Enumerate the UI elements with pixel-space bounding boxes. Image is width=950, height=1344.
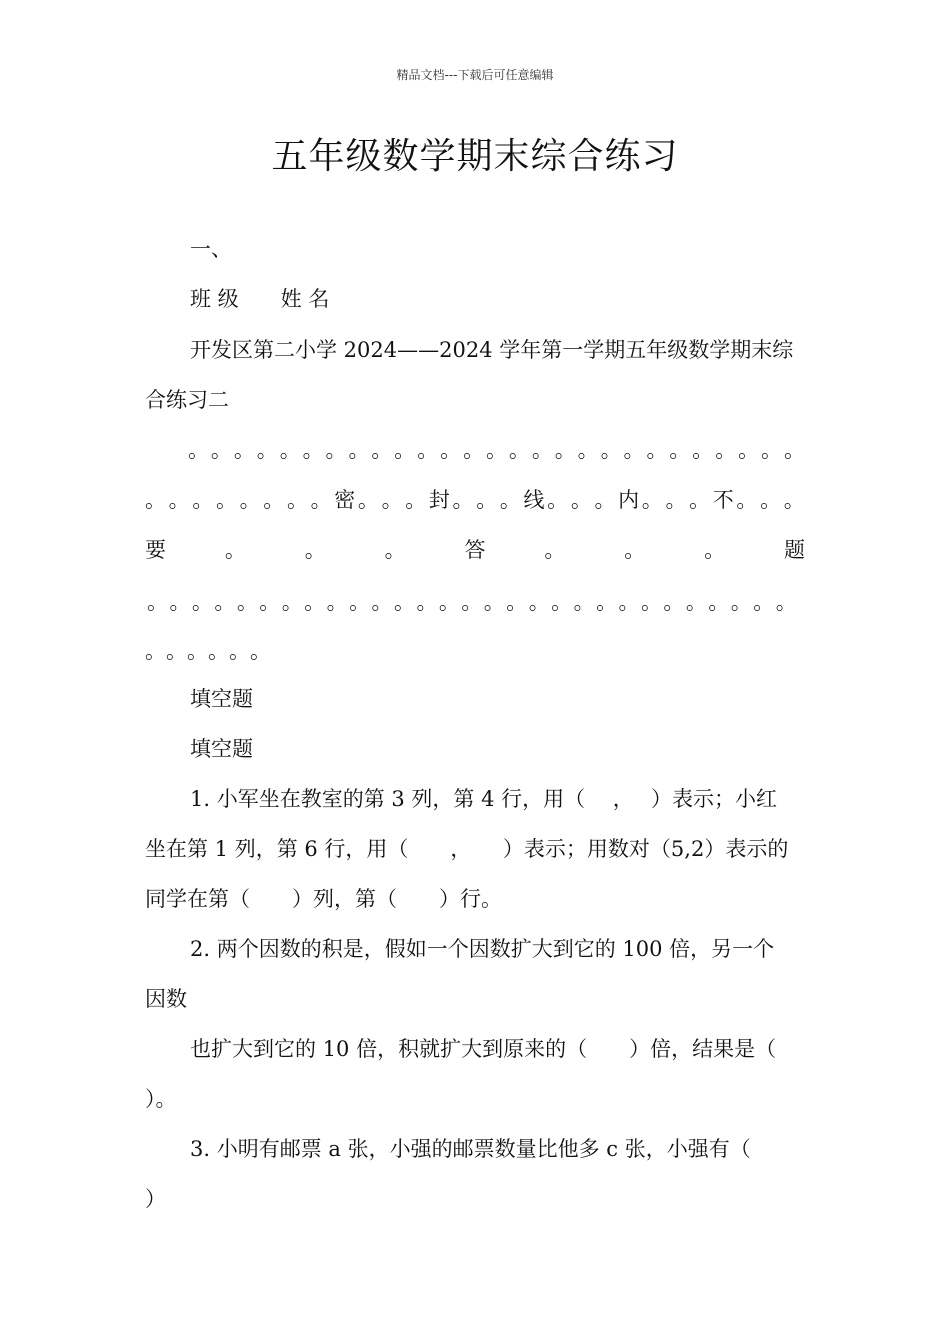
seal-char: 。 [544,538,566,562]
seal-char: 。 [214,590,236,614]
seal-char: 不 [712,488,734,512]
section-number: 一、 [190,237,232,261]
seal-char: 。 [594,488,616,512]
seal-char: 。 [145,639,166,663]
seal-char: 。 [476,488,498,512]
seal-char: 。 [302,438,324,462]
seal-char: 。 [215,488,237,512]
seal-char: 。 [485,438,507,462]
seal-char: 。 [281,590,303,614]
document-title: 五年级数学期末综合练习 [271,136,679,177]
seal-char: 。 [381,488,403,512]
seal-char: 。 [600,438,622,462]
seal-char: 。 [646,438,668,462]
seal-char: 。 [783,488,805,512]
seal-char: 。 [577,438,599,462]
seal-char: 。 [256,438,278,462]
question-1-cont: 坐在第 1 列，第 6 行，用（ ， ）表示；用数对（5,2）表示的 [145,837,789,861]
seal-char: 。 [783,438,805,462]
seal-char: 。 [618,590,640,614]
seal-char: 。 [348,438,370,462]
seal-char: 。 [250,639,271,663]
seal-char: 。 [463,438,485,462]
seal-row-4 [147,587,797,617]
seal-char: 。 [233,438,255,462]
seal-char: 。 [405,488,427,512]
seal-char: 。 [384,538,406,562]
seal-char: 。 [554,438,576,462]
question-3-cont: ） [145,1187,166,1211]
seal-char: 。 [357,488,379,512]
seal-char: 。 [708,590,730,614]
seal-char: 。 [229,639,250,663]
seal-char: 。 [506,590,528,614]
seal-char: 。 [461,590,483,614]
seal-char: 。 [192,488,214,512]
seal-char: 。 [208,639,229,663]
seal-char: 。 [730,590,752,614]
seal-char: 题 [784,538,805,562]
seal-char: 。 [663,590,685,614]
section-heading: 填空题 [190,687,253,711]
seal-char: 。 [304,590,326,614]
seal-char: 。 [349,590,371,614]
question-2-cont-3: ）。 [145,1087,177,1111]
seal-char: 。 [325,438,347,462]
school-line-cont: 合练习二 [145,388,229,412]
school-line: 开发区第二小学 2024——2024 学年第一学期五年级数学期末综 [190,338,794,362]
seal-char: 。 [738,438,760,462]
seal-char: 。 [715,438,737,462]
seal-char: 。 [326,590,348,614]
seal-char: 。 [169,590,191,614]
seal-char: 。 [259,590,281,614]
seal-char: 。 [145,488,166,512]
seal-char: 。 [440,438,462,462]
seal-char: 。 [665,488,687,512]
seal-row-1 [188,435,805,465]
seal-char: 。 [371,590,393,614]
seal-char: 。 [570,488,592,512]
seal-char: 。 [689,488,711,512]
seal-char: 。 [166,639,187,663]
seal-char: 。 [573,590,595,614]
seal-char: 。 [394,438,416,462]
seal-char: 。 [279,438,301,462]
seal-char: 。 [531,438,553,462]
seal-char: 。 [775,590,797,614]
seal-char: 。 [685,590,707,614]
seal-char: 。 [669,438,691,462]
seal-char: 。 [483,590,505,614]
seal-char: 。 [623,438,645,462]
seal-row-3 [145,535,805,565]
seal-char: 。 [641,488,663,512]
seal-char: 。 [263,488,285,512]
seal-char: 。 [547,488,569,512]
page-header: 精品文档---下载后可任意编辑 [396,68,554,82]
seal-char: 。 [692,438,714,462]
seal-char: 。 [508,438,530,462]
seal-char: 。 [310,488,332,512]
seal-char: 答 [464,538,486,562]
question-1-cont-2: 同学在第（ ）列，第（ ）行。 [145,887,502,911]
class-name-line: 班 级 姓 名 [190,287,330,311]
seal-row-2 [145,485,805,515]
seal-char: 。 [452,488,474,512]
seal-char: 。 [761,438,783,462]
seal-char: 。 [528,590,550,614]
seal-char: 。 [417,438,439,462]
seal-char: 。 [210,438,232,462]
question-1: 1. 小军坐在教室的第 3 列，第 4 行，用（ ， ）表示；小红 [190,787,777,811]
seal-char: 。 [187,639,208,663]
seal-char: 。 [499,488,521,512]
question-2: 2. 两个因数的积是，假如一个因数扩大到它的 100 倍，另一个 [190,937,775,961]
seal-char: 。 [191,590,213,614]
seal-char: 。 [624,538,646,562]
seal-char: 。 [760,488,782,512]
question-2-cont: 因数 [145,987,187,1011]
section-heading-2: 填空题 [190,737,253,761]
seal-row-5 [145,636,271,666]
question-2-cont-2: 也扩大到它的 10 倍，积就扩大到原来的（ ）倍，结果是（ [190,1037,777,1061]
question-3: 3. 小明有邮票 a 张，小强的邮票数量比他多 c 张，小强有（ [190,1137,751,1161]
seal-char: 封 [428,488,450,512]
seal-char: 。 [286,488,308,512]
seal-char: 。 [704,538,726,562]
seal-char: 。 [188,438,209,462]
seal-char: 。 [236,590,258,614]
seal-char: 。 [371,438,393,462]
seal-char: 。 [416,590,438,614]
seal-char: 内 [618,488,640,512]
seal-char: 。 [224,538,246,562]
seal-char: 。 [147,590,168,614]
seal-char: 。 [551,590,573,614]
seal-char: 。 [640,590,662,614]
seal-char: 密 [334,488,356,512]
seal-char: 要 [145,538,166,562]
seal-char: 。 [438,590,460,614]
seal-char: 。 [753,590,775,614]
seal-char: 。 [304,538,326,562]
seal-char: 。 [393,590,415,614]
seal-char: 。 [168,488,190,512]
seal-char: 。 [736,488,758,512]
seal-char: 线 [523,488,545,512]
seal-char: 。 [596,590,618,614]
seal-char: 。 [239,488,261,512]
